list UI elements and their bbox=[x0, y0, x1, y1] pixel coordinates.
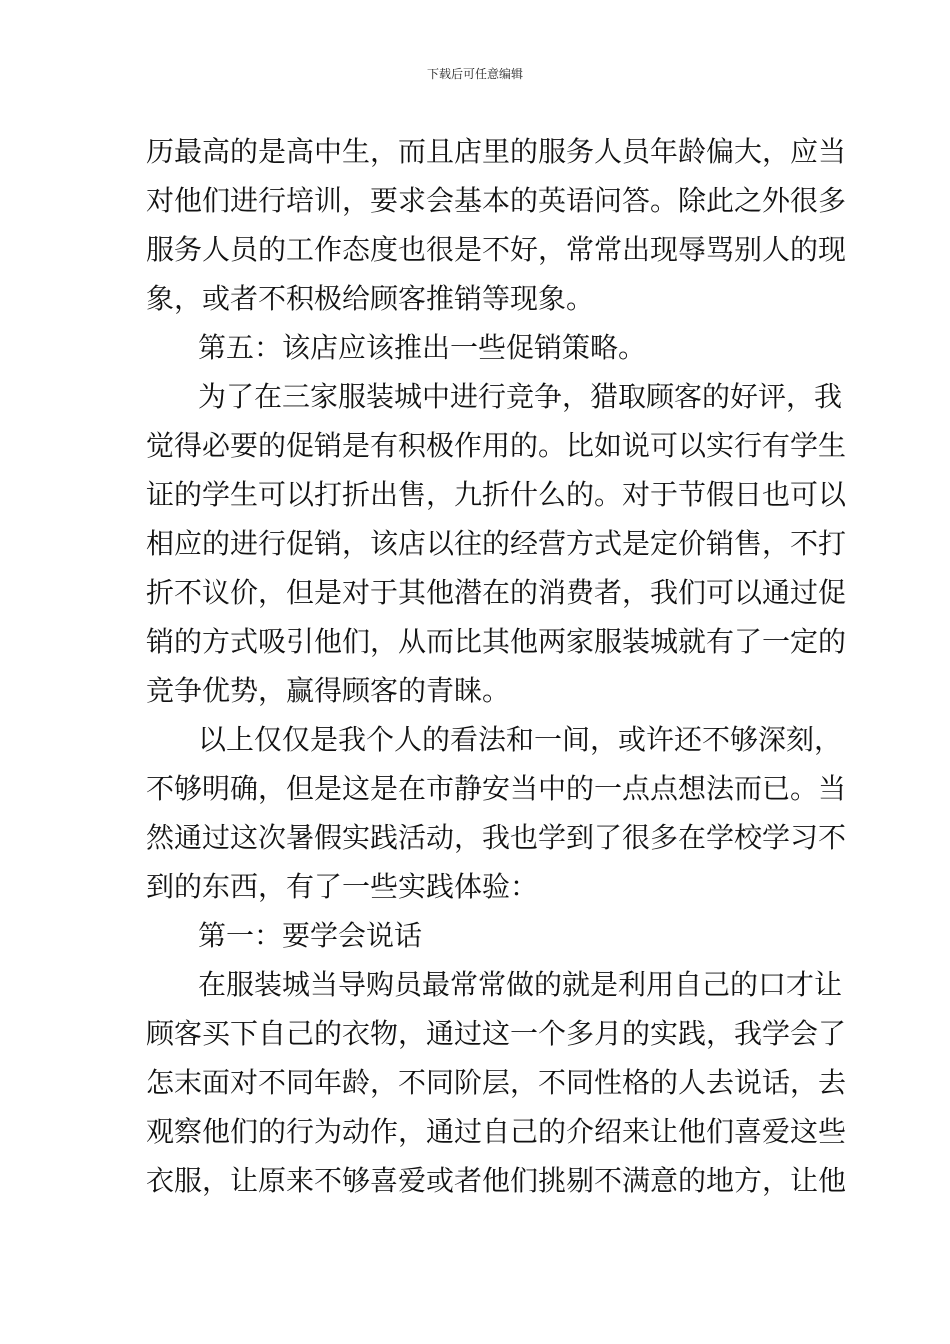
text-line: 以上仅仅是我个人的看法和一间，或许还不够深刻， bbox=[198, 723, 843, 756]
text-line: 为了在三家服装城中进行竞争，猎取顾客的好评，我 bbox=[198, 380, 843, 413]
text-line: 然通过这次暑假实践活动，我也学到了很多在学校学习不 bbox=[146, 821, 847, 854]
document-body bbox=[146, 127, 847, 1205]
text-line: 到的东西，有了一些实践体验： bbox=[146, 870, 539, 903]
text-line: 服务人员的工作态度也很是不好，常常出现辱骂别人的现 bbox=[146, 233, 847, 266]
text-line: 第五：该店应该推出一些促销策略。 bbox=[198, 331, 647, 364]
text-line: 对他们进行培训，要求会基本的英语问答。除此之外很多 bbox=[146, 184, 847, 217]
text-line: 怎末面对不同年龄，不同阶层，不同性格的人去说话，去 bbox=[146, 1066, 847, 1099]
page-header: 下载后可任意编辑 bbox=[426, 67, 523, 81]
text-line: 证的学生可以打折出售，九折什么的。对于节假日也可以 bbox=[146, 478, 847, 511]
text-line: 折不议价，但是对于其他潜在的消费者，我们可以通过促 bbox=[146, 576, 847, 609]
text-line: 衣服，让原来不够喜爱或者他们挑剔不满意的地方，让他 bbox=[146, 1164, 847, 1197]
text-line: 不够明确，但是这是在市静安当中的一点点想法而已。当 bbox=[146, 772, 847, 805]
text-line: 象，或者不积极给顾客推销等现象。 bbox=[146, 282, 595, 315]
text-line: 相应的进行促销，该店以往的经营方式是定价销售，不打 bbox=[146, 527, 847, 560]
text-line: 顾客买下自己的衣物，通过这一个多月的实践，我学会了 bbox=[146, 1017, 847, 1050]
text-line: 历最高的是高中生，而且店里的服务人员年龄偏大，应当 bbox=[146, 135, 847, 168]
text-line: 觉得必要的促销是有积极作用的。比如说可以实行有学生 bbox=[146, 429, 847, 462]
text-line: 观察他们的行为动作，通过自己的介绍来让他们喜爱这些 bbox=[146, 1115, 847, 1148]
text-line: 在服装城当导购员最常常做的就是利用自己的口才让 bbox=[198, 968, 843, 1001]
text-line: 销的方式吸引他们，从而比其他两家服装城就有了一定的 bbox=[146, 625, 847, 658]
text-line: 竞争优势，赢得顾客的青睐。 bbox=[146, 674, 511, 707]
text-line: 第一：要学会说话 bbox=[198, 919, 423, 952]
